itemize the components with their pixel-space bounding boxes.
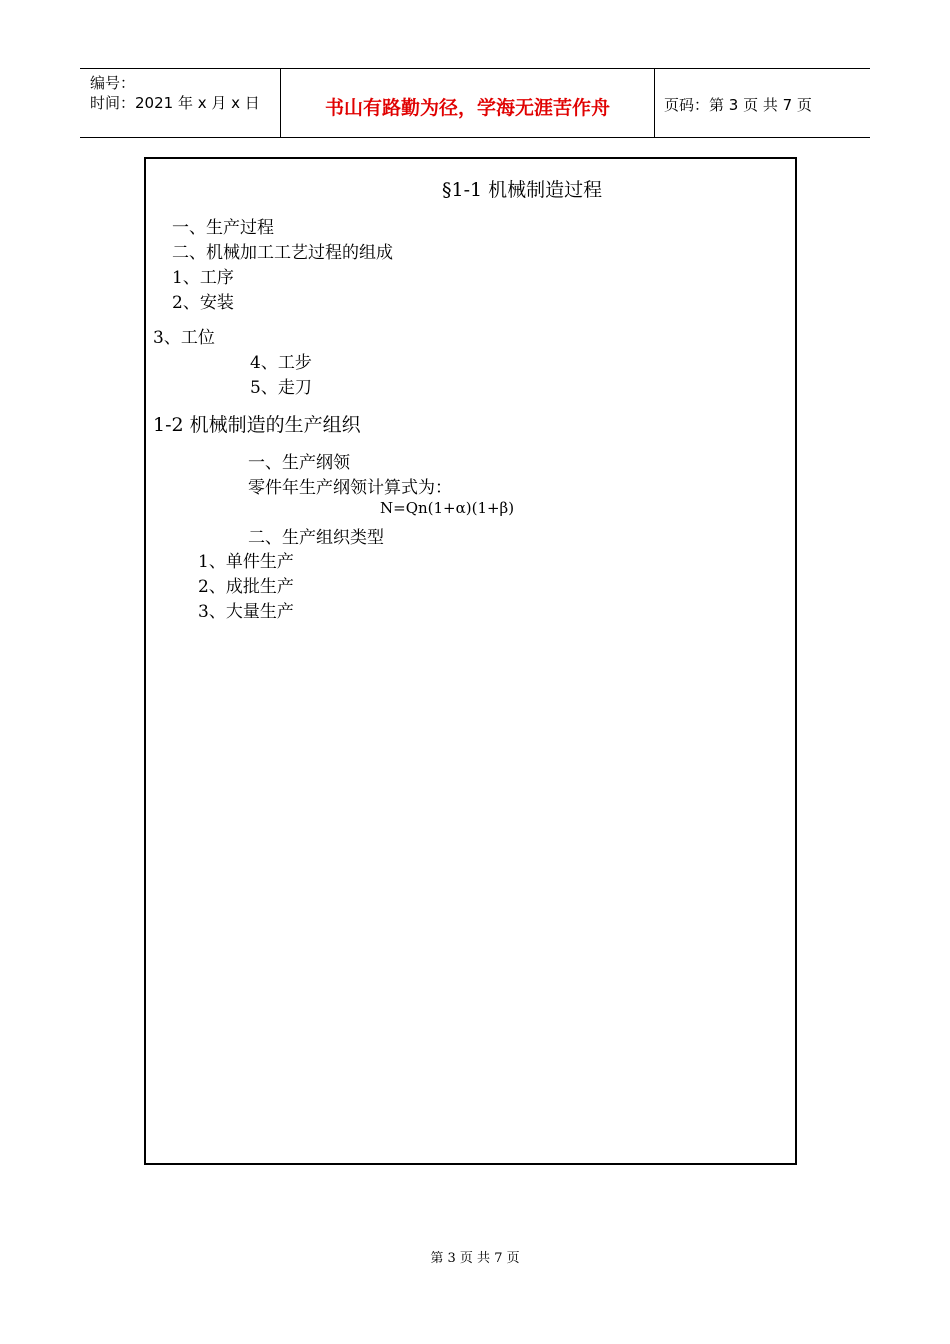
outline-item: 一、生产纲领 (248, 453, 350, 473)
outline-item: 二、生产组织类型 (248, 528, 384, 548)
outline-subitem: 1、工序 (172, 268, 234, 288)
page-footer: 第 3 页 共 7 页 (430, 1251, 520, 1266)
header-motto: 书山有路勤为径，学海无涯苦作舟 (324, 97, 610, 119)
outline-item: 二、机械加工工艺过程的组成 (172, 243, 393, 263)
formula: N=Qn(1+α)(1+β) (380, 499, 515, 517)
page-header (80, 68, 870, 138)
formula-intro: 零件年生产纲领计算式为： (248, 478, 452, 498)
header-motto-cell (280, 69, 655, 137)
header-info-cell (80, 69, 280, 137)
outline-subitem: 1、单件生产 (198, 552, 294, 572)
header-page-cell (654, 69, 870, 137)
outline-item: 一、生产过程 (172, 218, 274, 238)
header-page-label: 页码：第 3 页 共 7 页 (664, 96, 812, 114)
document-number-label: 编号： (90, 74, 136, 92)
document-time-label: 时间：2021 年 x 月 x 日 (90, 94, 260, 112)
outline-subitem: 4、工步 (250, 353, 312, 373)
section-title: §1-1 机械制造过程 (442, 179, 603, 201)
outline-subitem: 2、成批生产 (198, 577, 294, 597)
outline-subitem: 3、大量生产 (198, 602, 294, 622)
outline-subitem: 2、安装 (172, 293, 234, 313)
section-title: 1-2 机械制造的生产组织 (153, 414, 361, 436)
outline-subitem: 5、走刀 (250, 378, 312, 398)
content-frame (144, 157, 797, 1165)
outline-subitem: 3、工位 (153, 328, 215, 348)
